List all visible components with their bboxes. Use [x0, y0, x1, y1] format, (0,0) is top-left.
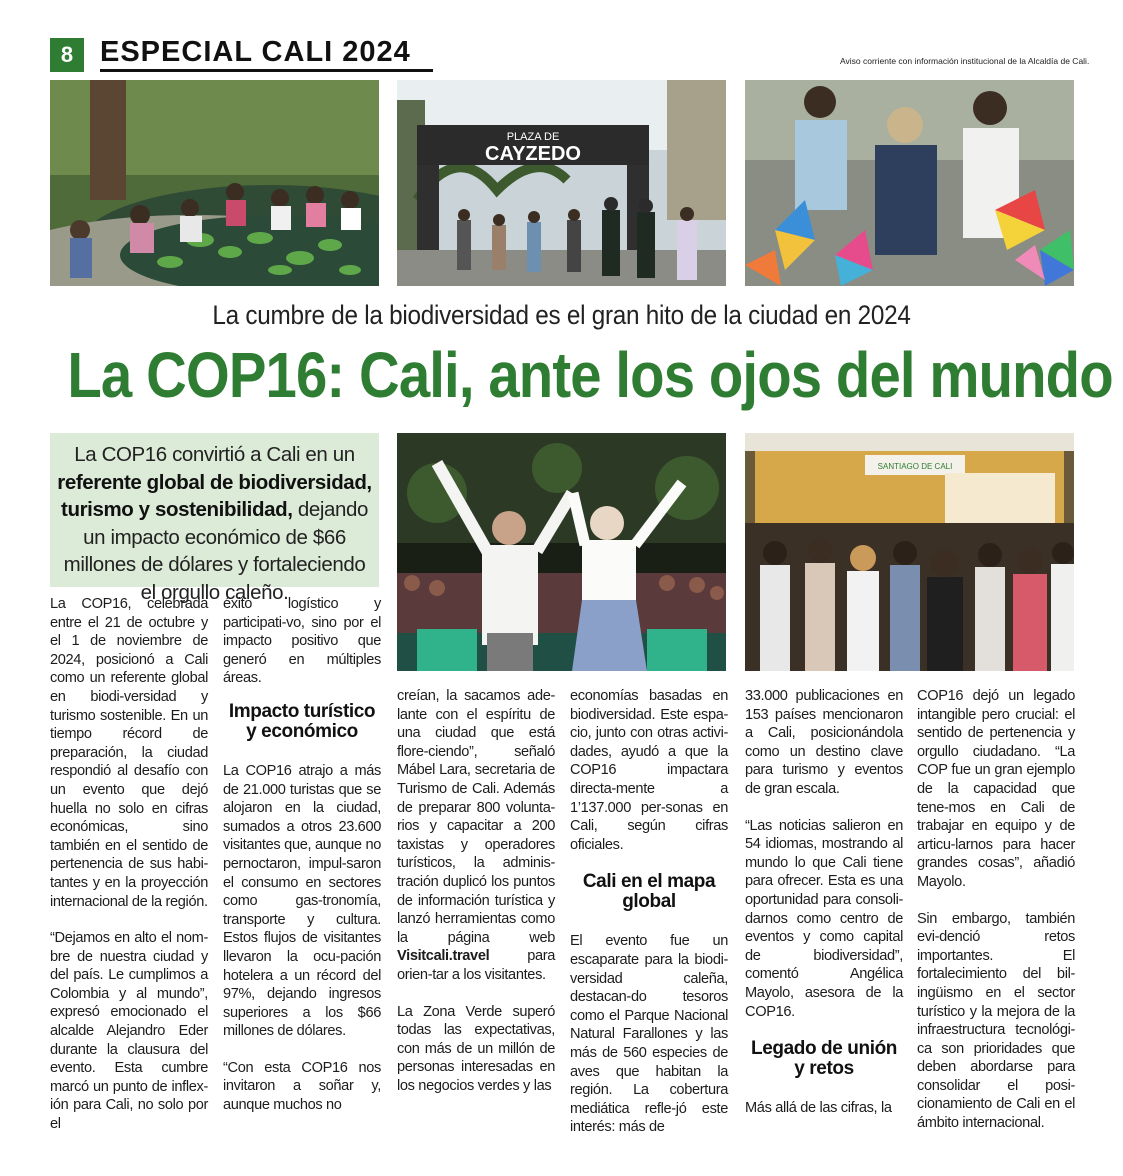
paragraph: 33.000 publicaciones en 153 países mencionaron a Cali, posicionándola como un destino clave para turismo y eventos de gran escala. [745, 688, 903, 797]
paragraph: COP16 dejó un legado intangible pero crucial: el sentido de pertenencia y orgullo ciudadano. “La COP fue un gran ejemplo de la capacidad que tene-mos en Cali de trabajar en equipo y de articu-larnos para hacer grandes cosas”, añadió Mayolo. [917, 688, 1075, 890]
photo-plaza-cayzedo [397, 80, 726, 286]
lead-text: La COP16 convirtió a Cali en un [74, 443, 355, 466]
paragraph: economías basadas en biodiversidad. Este espa-cio, junto con otras activi-dades, ayudó a que la COP16 impactara directa-mente a 1’137.000 per-sonas en Cali, según cifras oficiales. [570, 688, 728, 853]
paragraph-text: para orien-tar a los visitantes. [397, 948, 555, 983]
column-5 [745, 687, 903, 1118]
lead-summary [50, 433, 379, 604]
page-number: 8 [50, 38, 84, 72]
paragraph: “Dejamos en alto el nom-bre de nuestra ciudad y del país. Le cumplimos a Colombia y al mundo”, expresó emocionado el alcalde Alejandro Eder durante la clausura del evento. Esta cumbre marcó un punto de inflex-ión para Cali, no solo por el [50, 930, 208, 1133]
photo-children-pond [50, 80, 379, 286]
lead-text-end: dejando un impacto económico de $66 millones de dólares y fortaleciendo el orgullo caleño. [63, 498, 368, 604]
subhead-legado: Legado de unión y retos [751, 1038, 897, 1080]
subhead-impacto: Impacto turístico y económico [228, 700, 376, 742]
paragraph: “Con esta COP16 nos invitaron a soñar y, aunque muchos no [223, 1059, 381, 1114]
paragraph: La COP16, celebrada entre el 21 de octubre y el 1 de noviembre de 2024, posicionó a Cali como un referente global en biodi-versidad y turismo sostenible. En un tiempo récord de preparación, la ciudad respondió al desafío con un evento que dejó huella no solo en cifras económicas, sino también en el sentido de pertenencia de sus habi-tantes y en la proyección internacional de la región. [50, 596, 208, 910]
photo-stand-crowd [745, 433, 1074, 671]
photo-pinwheels [745, 80, 1074, 286]
column-1 [50, 595, 208, 1134]
stand-sign: SANTIAGO DE CALI [877, 462, 953, 471]
paragraph: Más allá de las cifras, la [745, 1100, 892, 1117]
section-underline [100, 69, 433, 72]
lead-bold-text: referente global de biodiversidad, turismo y sostenibilidad, [57, 470, 372, 521]
institutional-notice: Aviso corriente con información institucional de la Alcaldía de Cali. [840, 56, 1090, 66]
paragraph: La Zona Verde superó todas las expectativas, con más de un millón de personas interesadas en los negocios verdes y las [397, 1003, 555, 1094]
paragraph [397, 687, 555, 985]
subhead-mapa: Cali en el mapa global [582, 871, 716, 913]
column-3 [397, 687, 555, 1095]
paragraph: éxito logístico y participati-vo, sino por el impacto positivo que generó en múltiples áreas. [223, 596, 381, 687]
column-6 [917, 687, 1075, 1133]
column-4 [570, 687, 728, 1137]
photo-stage-celebration [397, 433, 726, 671]
kicker: La cumbre de la biodiversidad es el gran hito de la ciudad en 2024 [212, 300, 911, 330]
paragraph: La COP16 atrajo a más de 21.000 turistas que se alojaron en la ciudad, sumados a otros 23.600 visitantes que, aunque no pernoctaron, impul-saron el consumo en sectores como gas-tronomía, transporte y cultura. Estos flujos de visitantes llevaron la ocu-pación hotelera a un récord del 97%, dejando ingresos superiores a los $66 millones de dólares. [223, 762, 381, 1040]
paragraph-text: creían, la sacamos ade-lante con el espíritu de una ciudad que está flore-ciendo”, señaló Mábel Lara, secretaria de Turismo de Cali. Además de preparar 800 volunta-rios y capacitar a 200 taxistas y operadores turísticos, la adminis-tración duplicó los puntos de información turística y lanzó herramientas como la página web [397, 688, 555, 946]
paragraph: El evento fue un escaparate para la biodi-versidad caleña, destacan-do tesoros como el Parque Nacional Natural Farallones y las más de 560 especies de aves que habitan la región. La cobertura mediática refle-jó este interés: más de [570, 933, 728, 1136]
paragraph: “Las noticias salieron en 54 idiomas, mostrando al mundo lo que Cali tiene para ofrecer. Esta es una oportunidad para consoli-darnos como centro de eventos y como capital de biodiversidad”, comentó Angélica Mayolo, asesora de la COP16. [745, 817, 903, 1020]
cayzedo-sign-line2: CAYZEDO [485, 143, 581, 165]
column-2 [223, 595, 381, 1115]
headline: La COP16: Cali, ante los ojos del mundo [67, 339, 1113, 411]
cayzedo-sign-line1: PLAZA DE [506, 131, 560, 143]
visitcali-link-text: Visitcali.travel [397, 948, 490, 965]
section-title: ESPECIAL CALI 2024 [100, 36, 411, 68]
paragraph: Sin embargo, también evi-denció retos importantes. El fortalecimiento del bil-ingüismo en el sector turístico y la mejora de la infraestructura tecnológi-ca son prioridades que deben abordarse para consolidar el posi-cionamiento de Cali en el ámbito internacional. [917, 910, 1075, 1132]
